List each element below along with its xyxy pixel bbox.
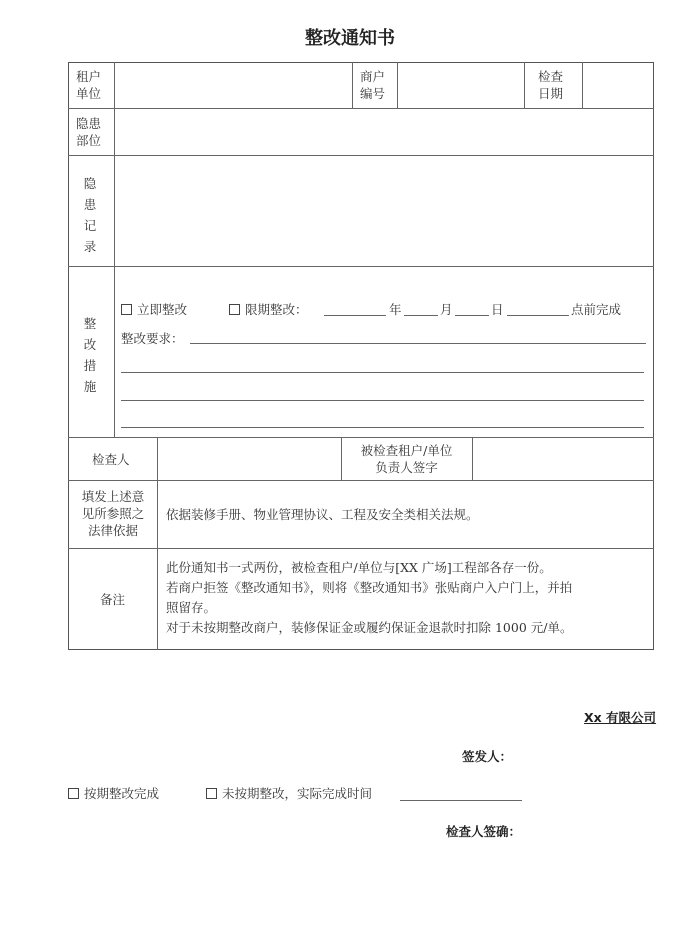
col-divider (397, 62, 398, 108)
col-divider (114, 62, 115, 437)
requirements-line[interactable] (121, 400, 644, 401)
check-date-label: 检查 日期 (538, 69, 564, 101)
immediate-option[interactable]: 立即整改 (121, 301, 187, 318)
legal-basis-label: 填发上述意 见所参照之 法律依据 (81, 489, 145, 538)
not-on-time-option[interactable]: 未按期整改，实际完成时间 (206, 785, 372, 802)
remarks-line-1: 此份通知书一式两份，被检查租户/单位与[XX 广场]工程部各存一份。 (166, 560, 552, 575)
year-blank[interactable] (324, 315, 386, 316)
complete-before-label: 点前完成 (571, 302, 622, 317)
hazard-record-label: 隐 患 记 录 (83, 176, 97, 254)
row-divider (68, 437, 654, 438)
requirements-label: 整改要求： (121, 331, 184, 346)
issuer-label: 签发人： (462, 749, 513, 764)
completed-on-time-checkbox[interactable] (68, 788, 79, 799)
inspector-signature-label: 检查人签确： (446, 824, 522, 839)
remarks-line-4: 对于未按期整改商户，装修保证金或履约保证金退款时扣除 1000 元/单。 (166, 620, 573, 635)
not-on-time-checkbox[interactable] (206, 788, 217, 799)
document-title: 整改通知书 (305, 28, 395, 49)
requirements-line[interactable] (190, 343, 646, 344)
row-divider (68, 266, 654, 267)
row-divider (68, 548, 654, 549)
col-divider (157, 437, 158, 650)
completed-on-time-option[interactable]: 按期整改完成 (68, 785, 159, 802)
hazard-location-label: 隐患 部位 (76, 116, 102, 148)
merchant-number-label: 商户 编号 (360, 69, 386, 101)
day-blank[interactable] (455, 315, 489, 316)
col-divider (582, 62, 583, 108)
company-name: Xx 有限公司 (584, 710, 657, 725)
month-blank[interactable] (404, 315, 438, 316)
remarks-line-2: 若商户拒签《整改通知书》，则将《整改通知书》张贴商户入户门上，并拍 (166, 580, 573, 595)
remarks-line-3: 照留存。 (166, 600, 217, 615)
actual-completion-blank[interactable] (400, 800, 522, 801)
tenant-unit-label: 租户 单位 (76, 69, 102, 101)
row-divider (68, 480, 654, 481)
requirements-line[interactable] (121, 372, 644, 373)
month-label: 月 (440, 302, 453, 317)
row-divider (68, 155, 654, 156)
tenant-signature-label: 被检查租户/单位 负责人签字 (360, 443, 453, 475)
deadline-option[interactable]: 限期整改： (229, 301, 308, 318)
rectification-label: 整 改 措 施 (83, 316, 97, 394)
remarks-label: 备注 (100, 592, 126, 607)
col-divider (352, 62, 353, 108)
row-divider (68, 108, 654, 109)
legal-basis-text: 依据装修手册、物业管理协议、工程及安全类相关法规。 (166, 507, 479, 522)
hour-blank[interactable] (507, 315, 569, 316)
year-label: 年 (389, 302, 402, 317)
inspector-label: 检查人 (92, 452, 130, 467)
day-label: 日 (491, 302, 504, 317)
col-divider (524, 62, 525, 108)
col-divider (472, 437, 473, 480)
immediate-checkbox[interactable] (121, 304, 132, 315)
deadline-checkbox[interactable] (229, 304, 240, 315)
requirements-line[interactable] (121, 427, 644, 428)
